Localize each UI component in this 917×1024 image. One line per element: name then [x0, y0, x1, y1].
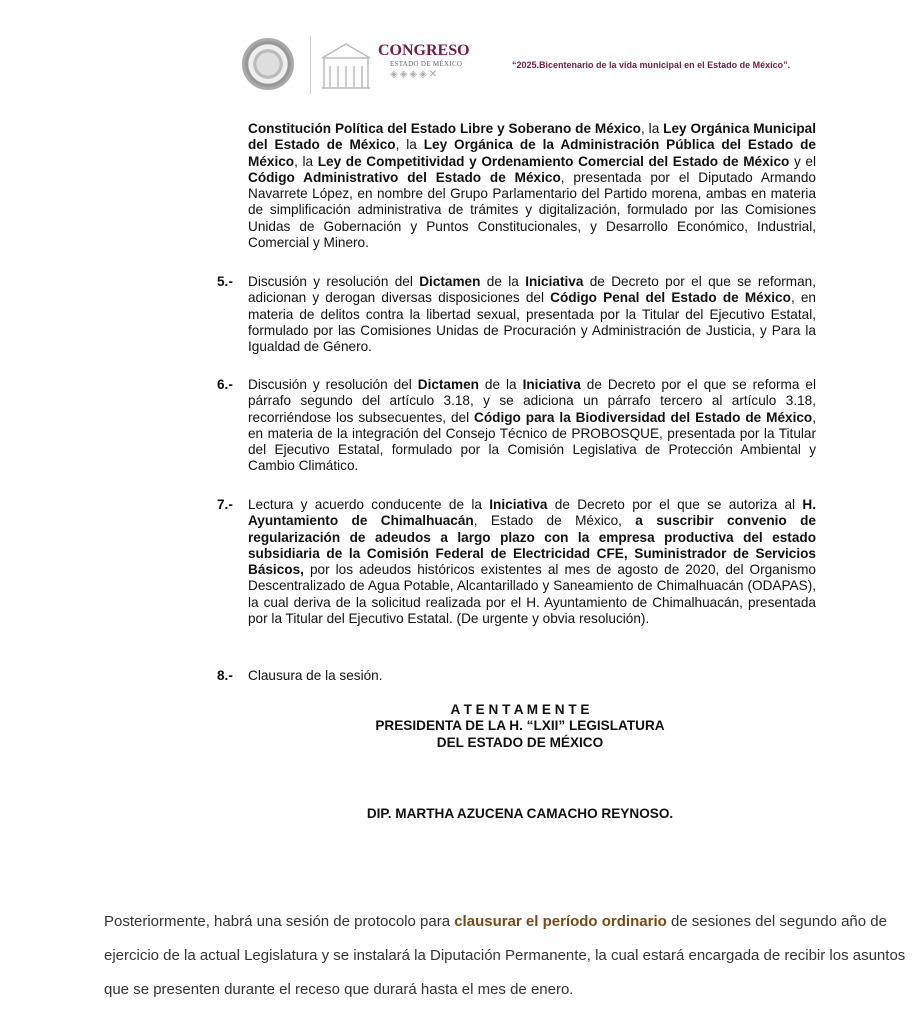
closing-block [300, 702, 740, 751]
text: de Decreto por el que se reforma el párrafo segundo del artículo 3.18, y se adiciona un párrafo tercero al artículo 3.18, recorriéndose los subsecuentes, del [248, 377, 817, 425]
agenda-item-6 [248, 377, 816, 475]
highlighted-link[interactable]: clausurar el período ordinario [454, 913, 667, 930]
signer-name: DIP. MARTHA AZUCENA CAMACHO REYNOSO. [366, 806, 674, 821]
text: de Decreto por el que se autoriza al [547, 497, 803, 512]
congress-building-logo [320, 40, 372, 90]
brand-name: CONGRESO [378, 42, 470, 59]
bold-text: Iniciativa [522, 377, 581, 392]
bold-text: Dictamen [417, 377, 479, 392]
agenda-item-7 [248, 497, 816, 627]
article-paragraph [104, 905, 916, 1007]
item-number: 8.- [217, 668, 233, 683]
brand-subtitle: ESTADO DE MÉXICO [390, 60, 463, 68]
bold-text: Ley Orgánica de la Administración Pública del Estado de México [248, 137, 816, 169]
text: de la [478, 377, 523, 392]
text: de sesiones del segundo año de ejercicio de la actual Legislatura y se instalará la Diputación Permanente, la cual estará encargada de recibir los asuntos que se presenten durante el receso que durará hasta el mes de enero. [104, 913, 906, 998]
text: , Estado de México, [473, 513, 636, 529]
text: de la [480, 274, 526, 289]
text: Posteriormente, habrá una sesión de protocolo para [104, 913, 455, 930]
bold-text: Iniciativa [525, 274, 584, 289]
item-number: 6.- [217, 377, 233, 392]
text: Discusión y resolución del [248, 377, 418, 392]
year-motto: “2025.Bicentenario de la vida municipal en el Estado de México”. [512, 60, 791, 70]
text: , la [294, 153, 318, 169]
text: , en materia de la integración del Consejo Técnico de PROBOSQUE, presentada por la Titular del Ejecutivo Estatal, formulado por la Comisión Legislativa de Protección Ambiental y Cambio Climático. [248, 409, 816, 474]
bold-text: Dictamen [419, 274, 481, 289]
bold-text: Código Administrativo del Estado de México [248, 169, 561, 185]
text: de Decreto por el que se reforman, adicionan y derogan diversas disposiciones del [248, 274, 817, 306]
letterhead [240, 36, 800, 94]
text: , en materia de delitos contra la libertad sexual, presentada por la Titular del Ejecutivo Estatal, formulado por las Comisiones Unidas de Procuración y Administración de Justicia, y Para la Igualdad de Género. [248, 290, 816, 355]
agenda-item-8 [248, 668, 816, 684]
text: , presentada por el Diputado Armando Navarrete López, en nombre del Grupo Parlamentario del Partido morena, ambas en materia de simplificación administrativa de trámites y digitalización, formulado por las Comisiones Unidas de Gobernación y Puntos Constitucionales, y Desarrollo Económico, Industrial, Comercial y Minero. [248, 169, 816, 251]
closing-title: PRESIDENTA DE LA H. “LXII” LEGISLATURA [375, 718, 665, 734]
text: y el [789, 153, 816, 169]
ornament-icons: ◈◈◈◈✕ [390, 69, 440, 80]
bold-text: Constitución Política del Estado Libre y Soberano de México [248, 121, 641, 136]
bold-text: Código para la Biodiversidad del Estado de México [474, 409, 813, 425]
text: por los adeudos históricos existentes al mes de agosto de 2020, del Organismo Descentralizado de Agua Potable, Alcantarillado y Saneamiento de Chimalhuacán (ODAPAS), la cual deriva de la solicitud realizada por el H. Ayuntamiento de Chimalhuacán, presentada por la Titular del Ejecutivo Estatal. (De urgente y obvia resolución). [248, 562, 816, 627]
bold-text: Código Penal del Estado de México [550, 290, 791, 306]
bold-text: Ley Orgánica Municipal del Estado de México [248, 121, 816, 153]
text: Discusión y resolución del [248, 274, 420, 289]
bold-text: Ley de Competitividad y Ordenamiento Comercial del Estado de México [317, 153, 790, 169]
divider [310, 36, 311, 94]
bold-text: a suscribir convenio de regularización de adeudos a largo plazo con la empresa productiva del estado subsidiaria de la Comisión Federal de Electricidad CFE, Suministrador de Servicios Básicos, [248, 513, 816, 578]
item-number: 5.- [217, 274, 233, 289]
agenda-item-5 [248, 274, 816, 355]
text: Clausura de la sesión. [248, 668, 383, 683]
state-seal-logo [242, 38, 294, 90]
text: Lectura y acuerdo conducente de la [248, 497, 490, 512]
agenda-intro [248, 121, 816, 251]
bold-text: H. Ayuntamiento de Chimalhuacán [248, 497, 817, 529]
bold-text: Iniciativa [489, 497, 548, 512]
text: , la [641, 121, 664, 136]
closing-entity: DEL ESTADO DE MÉXICO [436, 734, 604, 750]
text: , la [395, 137, 424, 153]
closing-salutation: A T E N T A M E N T E [450, 702, 590, 717]
item-number: 7.- [217, 497, 233, 512]
